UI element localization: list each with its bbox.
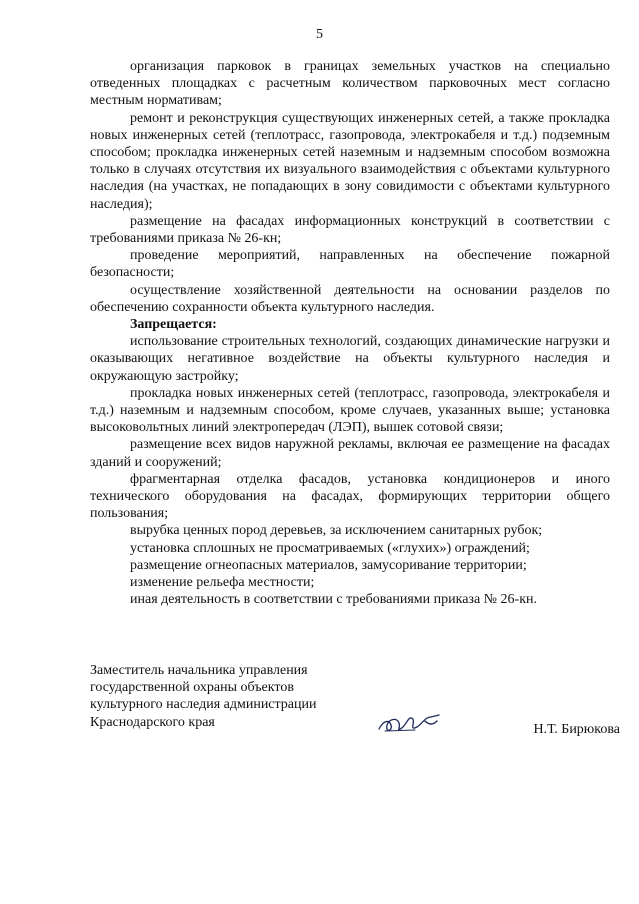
prohibited-item: иная деятельность в соответствии с требованиями приказа № 26-кн. <box>130 592 537 608</box>
prohibited-item: размещение всех видов наружной рекламы, включая ее размещение на фасадах зданий и сооружений; <box>90 437 610 470</box>
page-number: 5 <box>316 27 323 42</box>
signature-block <box>90 662 620 772</box>
signatory-title <box>90 662 317 731</box>
paragraph: осуществление хозяйственной деятельности на основании разделов по обеспечению сохранности объекта культурного наследия. <box>90 282 610 315</box>
signatory-title-line: культурного наследия администрации <box>90 697 317 713</box>
signatory-name: Н.Т. Бирюкова <box>533 722 620 737</box>
paragraph: проведение мероприятий, направленных на обеспечение пожарной безопасности; <box>90 248 610 281</box>
prohibited-item: изменение рельефа местности; <box>130 575 315 591</box>
paragraph: организация парковок в границах земельных участков на специально отведенных площадках с расчетным количеством парковочных мест согласно местным нормативам; <box>90 59 610 109</box>
handwritten-signature <box>375 707 445 737</box>
prohibited-heading: Запрещается: <box>130 317 217 333</box>
signatory-title-line: Заместитель начальника управления <box>90 663 308 678</box>
signatory-title-line: государственной охраны объектов <box>90 680 294 696</box>
document-body <box>90 58 610 609</box>
prohibited-item: установка сплошных не просматриваемых («глухих») ограждений; <box>130 540 530 556</box>
prohibited-item: использование строительных технологий, создающих динамические нагрузки и оказывающих негативное воздействие на объекты культурного наследия и окружающую застройку; <box>90 334 610 384</box>
paragraph: размещение на фасадах информационных конструкций в соответствии с требованиями приказа № 26-кн; <box>90 213 610 247</box>
prohibited-item: вырубка ценных пород деревьев, за исключением санитарных рубок; <box>130 523 543 539</box>
signatory-title-line: Краснодарского края <box>90 714 215 730</box>
prohibited-item: прокладка новых инженерных сетей (теплотрасс, газопровода, электрокабеля и т.д.) наземным и надземным способом, кроме случаев, указанных выше; установка высоковольтных линий электропередач (ЛЭП), вышек сотовой связи; <box>90 385 610 436</box>
prohibited-item: размещение огнеопасных материалов, замусоривание территории; <box>130 557 527 573</box>
prohibited-item: фрагментарная отделка фасадов, установка кондиционеров и иного технического оборудования на фасадах, формирующих территории общего пользования; <box>90 471 610 522</box>
paragraph: ремонт и реконструкция существующих инженерных сетей, а также прокладка новых инженерных сетей (теплотрасс, газопровода, электрокабеля и т.д.) подземным способом; прокладка инженерных сетей наземным и надземным способом возможна только в случаях отсутствия их визуального взаимодействия с объектами культурного наследия (на участках, не попадающих в зону совидимости с объектами культурного наследия); <box>90 110 610 212</box>
